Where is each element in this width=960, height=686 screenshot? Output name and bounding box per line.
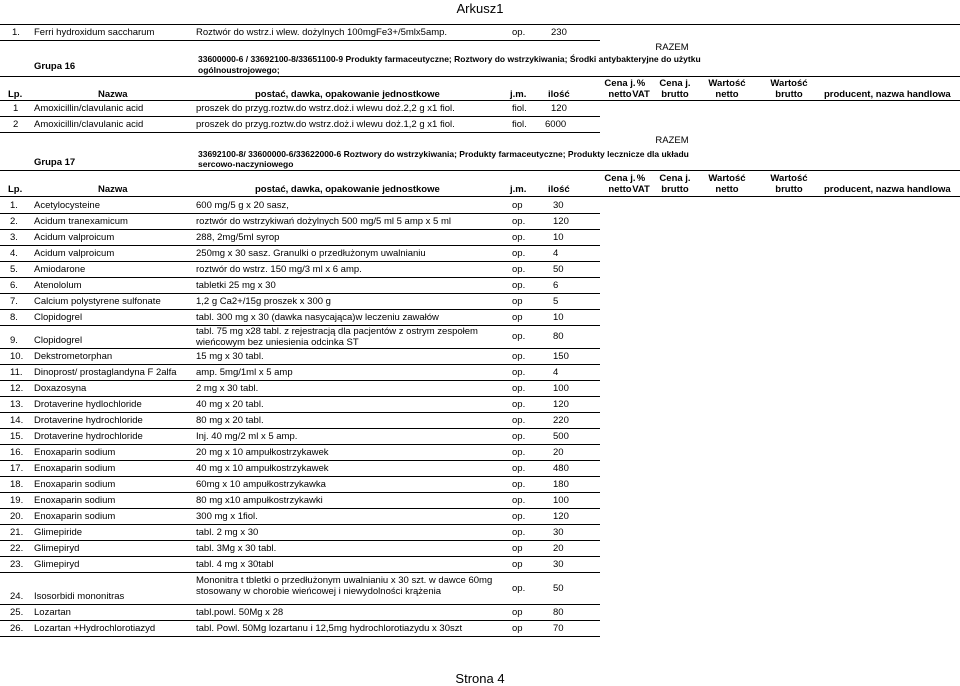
row-nazwa: Acetylocysteine: [34, 200, 101, 211]
g16-h-vat-2: VAT: [632, 89, 650, 100]
g17-h-cena-brutto-1: Cena j.: [659, 173, 691, 184]
row-lp: 9.: [10, 335, 18, 346]
g16-h-postac: postać, dawka, opakowanie jednostkowe: [255, 89, 440, 100]
top-row-lp: 1.: [12, 27, 20, 38]
row-nazwa: Dinoprost/ prostaglandyna F 2alfa: [34, 367, 177, 378]
row-lp: 10.: [10, 351, 24, 362]
row-ilosc: 4: [553, 367, 559, 378]
row-ilosc: 70: [553, 623, 564, 634]
g17-h-jm: j.m.: [510, 184, 527, 195]
row-jm: op: [512, 607, 523, 618]
row-nazwa: Calcium polystyrene sulfonate: [34, 296, 161, 307]
row-ilosc: 6000: [545, 119, 567, 130]
row-postac: 40 mg x 10 ampułkostrzykawek: [196, 463, 329, 474]
row-nazwa: Enoxaparin sodium: [34, 447, 116, 458]
row-ilosc: 500: [553, 431, 569, 442]
row-jm: op.: [512, 264, 526, 275]
row-postac: 2 mg x 30 tabl.: [196, 383, 259, 394]
row-ilosc: 100: [553, 383, 569, 394]
row-lp: 16.: [10, 447, 24, 458]
row-postac-line2: wieńcowym bez uniesienia odcinka ST: [196, 337, 359, 348]
row-lp: 11.: [10, 367, 23, 378]
row-nazwa: Acidum valproicum: [34, 248, 115, 259]
row-jm: op.: [512, 415, 526, 426]
row-ilosc: 5: [553, 296, 559, 307]
g16-h-producent: producent, nazwa handlowa: [824, 89, 951, 100]
row-nazwa: Drotaverine hydrochloride: [34, 415, 143, 426]
row-postac: tabl. 300 mg x 30 (dawka nasycająca)w leczeniu zawałów: [196, 312, 439, 323]
row-lp: 2.: [10, 216, 18, 227]
row-jm: fiol.: [512, 103, 527, 114]
row-postac: 60mg x 10 ampułkostrzykawka: [196, 479, 326, 490]
row-jm: op.: [512, 511, 526, 522]
row-nazwa: Dekstrometorphan: [34, 351, 113, 362]
row-postac: 288, 2mg/5ml syrop: [196, 232, 280, 243]
row-jm: op: [512, 559, 523, 570]
row-jm: op.: [512, 383, 526, 394]
row-nazwa: Amiodarone: [34, 264, 86, 275]
row-nazwa: Isosorbidi mononitras: [34, 591, 125, 602]
row-lp: 22.: [10, 543, 24, 554]
row-jm: op.: [512, 280, 526, 291]
g16-h-jm: j.m.: [510, 89, 527, 100]
row-nazwa: Drotaverine hydlochloride: [34, 399, 142, 410]
row-lp: 17.: [10, 463, 24, 474]
row-ilosc: 20: [553, 543, 564, 554]
g17-h-wart-netto-1: Wartość: [708, 173, 746, 184]
row-postac: tabl. 4 mg x 30tabl: [196, 559, 274, 570]
row-ilosc: 80: [553, 331, 564, 342]
row-lp: 26.: [10, 623, 24, 634]
group17-desc-line2: sercowo-naczyniowego: [198, 159, 294, 169]
row-lp: 19.: [10, 495, 24, 506]
row-postac: roztwór do wstrz. 150 mg/3 ml x 6 amp.: [196, 264, 362, 275]
g17-h-vat-2: VAT: [632, 184, 650, 195]
row-postac: 300 mg x 1fiol.: [196, 511, 258, 522]
row-ilosc: 6: [553, 280, 559, 291]
row-ilosc: 50: [553, 583, 564, 594]
row-nazwa: Glimepiride: [34, 527, 83, 538]
top-row-ilosc: 230: [551, 27, 567, 38]
row-nazwa: Acidum tranexamicum: [34, 216, 128, 227]
g16-h-cena-netto-1: Cena j.: [604, 78, 636, 89]
row-postac: 20 mg x 10 ampułkostrzykawek: [196, 447, 329, 458]
row-nazwa: Enoxaparin sodium: [34, 463, 116, 474]
g17-h-lp: Lp.: [8, 184, 23, 195]
row-nazwa: Doxazosyna: [34, 383, 87, 394]
row-lp: 25.: [10, 607, 24, 618]
row-jm: op.: [512, 351, 526, 362]
g16-h-ilosc: ilość: [548, 89, 570, 100]
row-nazwa: Enoxaparin sodium: [34, 479, 116, 490]
row-nazwa: Glimepiryd: [34, 559, 80, 570]
top-row-jm: op.: [512, 27, 526, 38]
g17-h-wart-brutto-1: Wartość: [770, 173, 808, 184]
row-lp: 12.: [10, 383, 24, 394]
g16-h-wart-brutto-1: Wartość: [770, 78, 808, 89]
g17-h-producent: producent, nazwa handlowa: [824, 184, 951, 195]
row-postac: 1,2 g Ca2+/15g proszek x 300 g: [196, 296, 331, 307]
row-lp: 7.: [10, 296, 18, 307]
row-nazwa: Lozartan +Hydrochlorotiazyd: [34, 623, 156, 634]
row-lp: 21.: [10, 527, 24, 538]
row-ilosc: 50: [553, 264, 564, 275]
row-nazwa: Atenololum: [34, 280, 82, 291]
row-postac: tabl. 75 mg x28 tabl. z rejestracją dla pacjentów z ostrym zespołem: [196, 326, 478, 337]
row-lp: 6.: [10, 280, 18, 291]
row-ilosc: 120: [553, 216, 569, 227]
row-nazwa: Lozartan: [34, 607, 71, 618]
row-jm: op.: [512, 248, 526, 259]
row-lp: 18.: [10, 479, 24, 490]
row-lp: 3.: [10, 232, 18, 243]
row-ilosc: 80: [553, 607, 564, 618]
g16-h-vat-1: %: [636, 78, 646, 89]
row-lp: 1.: [10, 200, 18, 211]
group16-razem: RAZEM: [655, 42, 689, 53]
row-lp: 20.: [10, 511, 24, 522]
row-ilosc: 220: [553, 415, 569, 426]
row-postac: 600 mg/5 g x 20 sasz,: [196, 200, 289, 211]
row-ilosc: 180: [553, 479, 569, 490]
row-nazwa: Enoxaparin sodium: [34, 511, 116, 522]
row-lp: 23.: [10, 559, 24, 570]
g17-h-wart-brutto-2: brutto: [775, 184, 803, 195]
row-postac-line2: stosowany w chorobie wieńcowej i niewydolności krążenia: [196, 586, 442, 597]
g16-h-cena-brutto-2: brutto: [661, 89, 689, 100]
row-postac: tabl. 2 mg x 30: [196, 527, 259, 538]
row-jm: op.: [512, 583, 526, 594]
row-jm: op: [512, 296, 523, 307]
g17-h-wart-netto-2: netto: [715, 184, 739, 195]
row-postac: tabl. Powl. 50Mg lozartanu i 12,5mg hydrochlorotiazydu x 30szt: [196, 623, 463, 634]
row-lp: 2: [13, 119, 19, 130]
row-postac: Inj. 40 mg/2 ml x 5 amp.: [196, 431, 298, 442]
row-lp: 1: [13, 103, 19, 114]
group17-desc-line1: 33692100-8/ 33600000-6/33622000-6 Roztwory do wstrzykiwania; Produkty farmaceutyczne; Produkty lecznicze dla układu: [198, 149, 689, 159]
row-ilosc: 120: [551, 103, 567, 114]
row-postac: 250mg x 30 sasz. Granulki o przedłużonym uwalnianiu: [196, 248, 426, 259]
g17-h-cena-netto-1: Cena j.: [604, 173, 636, 184]
g17-h-ilosc: ilość: [548, 184, 570, 195]
row-postac: 80 mg x10 ampułkostrzykawki: [196, 495, 323, 506]
g17-h-cena-brutto-2: brutto: [661, 184, 689, 195]
row-jm: op.: [512, 367, 526, 378]
row-postac: tabletki 25 mg x 30: [196, 280, 276, 291]
row-nazwa: Amoxicillin/clavulanic acid: [34, 119, 144, 130]
row-postac: roztwór do wstrzykiwań dożylnych 500 mg/5 ml 5 amp x 5 ml: [196, 216, 452, 227]
row-lp: 4.: [10, 248, 18, 259]
g16-h-wart-brutto-2: brutto: [775, 89, 803, 100]
row-lp: 5.: [10, 264, 18, 275]
row-jm: op.: [512, 463, 526, 474]
row-jm: op.: [512, 216, 526, 227]
row-nazwa: Amoxicillin/clavulanic acid: [34, 103, 144, 114]
row-ilosc: 120: [553, 511, 569, 522]
row-postac: 80 mg x 20 tabl.: [196, 415, 264, 426]
row-jm: op: [512, 200, 523, 211]
row-postac: 15 mg x 30 tabl.: [196, 351, 264, 362]
row-postac: 40 mg x 20 tabl.: [196, 399, 264, 410]
row-nazwa: Glimepiryd: [34, 543, 80, 554]
row-ilosc: 30: [553, 527, 564, 538]
row-postac: tabl.powl. 50Mg x 28: [196, 607, 284, 618]
row-lp: 15.: [10, 431, 24, 442]
row-lp: 13.: [10, 399, 24, 410]
row-nazwa: Drotaverine hydrochloride: [34, 431, 143, 442]
group16-label: Grupa 16: [34, 61, 76, 72]
row-jm: op: [512, 623, 523, 634]
g16-h-cena-netto-2: netto: [608, 89, 632, 100]
row-ilosc: 150: [553, 351, 569, 362]
page-footer: Strona 4: [455, 671, 505, 686]
row-postac: proszek do przyg.roztw.do wstrz.doż.i wlewu doż.2,2 g x1 fiol.: [196, 103, 455, 114]
row-postac: tabl. 3Mg x 30 tabl.: [196, 543, 277, 554]
row-postac: amp. 5mg/1ml x 5 amp: [196, 367, 293, 378]
top-row-postac: Roztwór do wstrz.i wlew. dożylnych 100mgFe3+/5mlx5amp.: [196, 27, 448, 38]
row-jm: op.: [512, 232, 526, 243]
row-jm: fiol.: [512, 119, 527, 130]
row-jm: op: [512, 312, 523, 323]
row-nazwa: Clopidogrel: [34, 335, 83, 346]
row-nazwa: Enoxaparin sodium: [34, 495, 116, 506]
row-ilosc: 30: [553, 200, 564, 211]
row-jm: op: [512, 543, 523, 554]
g16-h-wart-netto-2: netto: [715, 89, 739, 100]
row-ilosc: 100: [553, 495, 569, 506]
group17-razem: RAZEM: [655, 135, 689, 146]
row-jm: op.: [512, 527, 526, 538]
row-jm: op.: [512, 331, 526, 342]
row-jm: op.: [512, 399, 526, 410]
g16-h-nazwa: Nazwa: [98, 89, 128, 100]
g16-h-cena-brutto-1: Cena j.: [659, 78, 691, 89]
row-lp: 8.: [10, 312, 18, 323]
g16-h-wart-netto-1: Wartość: [708, 78, 746, 89]
g16-h-lp: Lp.: [8, 89, 23, 100]
row-lp: 14.: [10, 415, 24, 426]
row-jm: op.: [512, 495, 526, 506]
group17-label: Grupa 17: [34, 157, 76, 168]
group16-desc-line1: 33600000-6 / 33692100-8/33651100-9 Produkty farmaceutyczne; Roztwory do wstrzykiwania; Środki antybakteryjne do użytku: [198, 54, 701, 64]
row-nazwa: Acidum valproicum: [34, 232, 115, 243]
row-postac: Mononitra t tbletki o przedłużonym uwalnianiu x 30 szt. w dawce 60mg: [196, 575, 493, 586]
row-ilosc: 20: [553, 447, 564, 458]
row-jm: op.: [512, 447, 526, 458]
row-ilosc: 480: [553, 463, 569, 474]
row-ilosc: 120: [553, 399, 569, 410]
top-row-nazwa: Ferri hydroxidum saccharum: [34, 27, 155, 38]
row-ilosc: 30: [553, 559, 564, 570]
row-ilosc: 10: [553, 312, 564, 323]
g17-h-nazwa: Nazwa: [98, 184, 128, 195]
row-lp: 24.: [10, 591, 24, 602]
sheet-title: Arkusz1: [456, 1, 504, 16]
row-ilosc: 4: [553, 248, 559, 259]
row-jm: op.: [512, 479, 526, 490]
row-ilosc: 10: [553, 232, 564, 243]
row-nazwa: Clopidogrel: [34, 312, 83, 323]
group16-desc-line2: ogólnoustrojowego;: [198, 65, 280, 75]
g17-h-vat-1: %: [636, 173, 646, 184]
row-postac: proszek do przyg.roztw.do wstrz.doż.i wlewu doż.1,2 g x1 fiol.: [196, 119, 455, 130]
row-jm: op.: [512, 431, 526, 442]
g17-h-postac: postać, dawka, opakowanie jednostkowe: [255, 184, 440, 195]
g17-h-cena-netto-2: netto: [608, 184, 632, 195]
